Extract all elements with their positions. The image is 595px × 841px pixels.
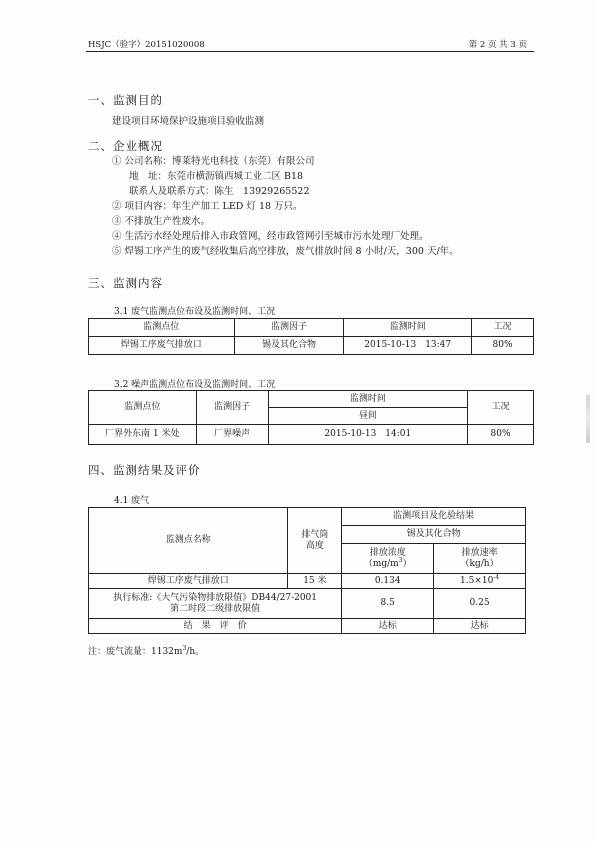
t31-header-point: 监测点位 — [89, 319, 235, 337]
project-content: ② 项目内容：年生产加工 LED 灯 18 万只。 — [112, 201, 303, 212]
t31-header-condition: 工况 — [472, 319, 534, 337]
table32-caption: 3.2 噪声监测点位布设及监测时间、工况 — [114, 380, 276, 390]
t41-standard-line2: 第二时段二级排放限值 — [170, 603, 261, 614]
t31-cell-point: 焊锡工序废气排放口 — [89, 337, 235, 355]
t32-header-point: 监测点位 — [89, 391, 197, 425]
t41-header-results: 监测项目及化验结果 — [342, 508, 526, 526]
t41-standard-line1: 执行标准:《大气污染物排放限值》DB44/27-2001 — [113, 593, 318, 604]
t41-row2-concentration: 8.5 — [342, 589, 434, 619]
report-number: HSJC（验字）20151020008 — [88, 40, 205, 50]
t41-conc-label: 排放浓度 — [369, 548, 406, 559]
t41-conc-unit: $(mg/m^3)$ — [363, 556, 412, 569]
t41-header-height: 排气筒 高度 — [288, 508, 342, 574]
t41-row2-rate: 0.25 — [434, 589, 526, 619]
section1-text: 建设项目环境保护设施项目验收监测 — [112, 116, 265, 127]
t41-row1-concentration: 0.134 — [342, 574, 434, 589]
t41-row3-rate: 达标 — [434, 619, 526, 634]
no-wastewater: ③ 不排放生产性废水。 — [112, 216, 211, 227]
table-41 — [88, 507, 526, 634]
t32-cell-point: 厂界外东南 1 米处 — [89, 425, 197, 445]
t41-header-point: 监测点名称 — [89, 508, 288, 574]
table41-caption: 4.1 废气 — [114, 496, 150, 506]
t41-row3-concentration: 达标 — [342, 619, 434, 634]
t32-header-daytime: 昼间 — [268, 408, 468, 425]
table-31 — [88, 318, 534, 355]
t32-cell-factor: 厂界噪声 — [196, 425, 268, 445]
t32-header-time: 监测时间 — [268, 391, 468, 408]
exhaust-description: ⑤ 焊锡工序产生的废气经收集后高空排放，废气排放时间 8 小时/天，300 天/年。 — [112, 246, 459, 257]
t31-header-time: 监测时间 — [344, 319, 472, 337]
company-address: 地 址：东莞市横沥镇西城工业二区 B18 — [129, 171, 304, 182]
flow-note: 注：废气流量：$1132m^3/h$。 — [88, 645, 205, 657]
company-name: ① 公司名称：博莱特光电科技（东莞）有限公司 — [112, 156, 315, 167]
section3-title: 三、监测内容 — [88, 276, 163, 290]
section4-title: 四、监测结果及评价 — [88, 463, 201, 477]
t41-row1-height: 15 米 — [288, 574, 342, 589]
header-divider — [86, 51, 534, 52]
t41-header-rate — [434, 544, 526, 574]
table-32 — [88, 390, 534, 445]
t31-cell-condition: 80% — [472, 337, 534, 355]
page-info: 第 2 页 共 3 页 — [468, 40, 527, 50]
section1-title: 一、监测目的 — [88, 93, 163, 107]
t41-header-concentration — [342, 544, 434, 574]
t41-row1-rate: $1.5\times 10^{-4}$ — [434, 574, 526, 589]
t32-header-condition: 工况 — [468, 391, 534, 425]
t32-cell-time: 2015-10-13 14:01 — [268, 425, 468, 445]
section2-title: 二、企业概况 — [88, 139, 163, 153]
t41-header-pollutant: 锡及其化合物 — [342, 526, 526, 544]
t31-cell-time: 2015-10-13 13:47 — [344, 337, 472, 355]
company-contact: 联系人及联系方式：陈生 13929265522 — [129, 186, 310, 197]
t32-cell-condition: 80% — [468, 425, 534, 445]
t31-header-factor: 监测因子 — [234, 319, 344, 337]
t41-row2-standard — [89, 589, 342, 619]
t41-rate-label: 排放速率 — [461, 548, 498, 559]
t32-header-factor: 监测因子 — [196, 391, 268, 425]
t41-row1-point: 焊锡工序废气排放口 — [89, 574, 288, 589]
scan-edge-mark — [586, 395, 590, 443]
domestic-sewage: ④ 生活污水经处理后排入市政管网，经市政管网引至城市污水处理厂处理。 — [112, 231, 429, 242]
t41-rate-unit: （kg/h） — [460, 558, 499, 569]
t41-row3-evaluation: 结 果 评 价 — [89, 619, 342, 634]
t31-cell-factor: 锡及其化合物 — [234, 337, 344, 355]
table31-caption: 3.1 废气监测点位布设及监测时间、工况 — [114, 307, 276, 317]
